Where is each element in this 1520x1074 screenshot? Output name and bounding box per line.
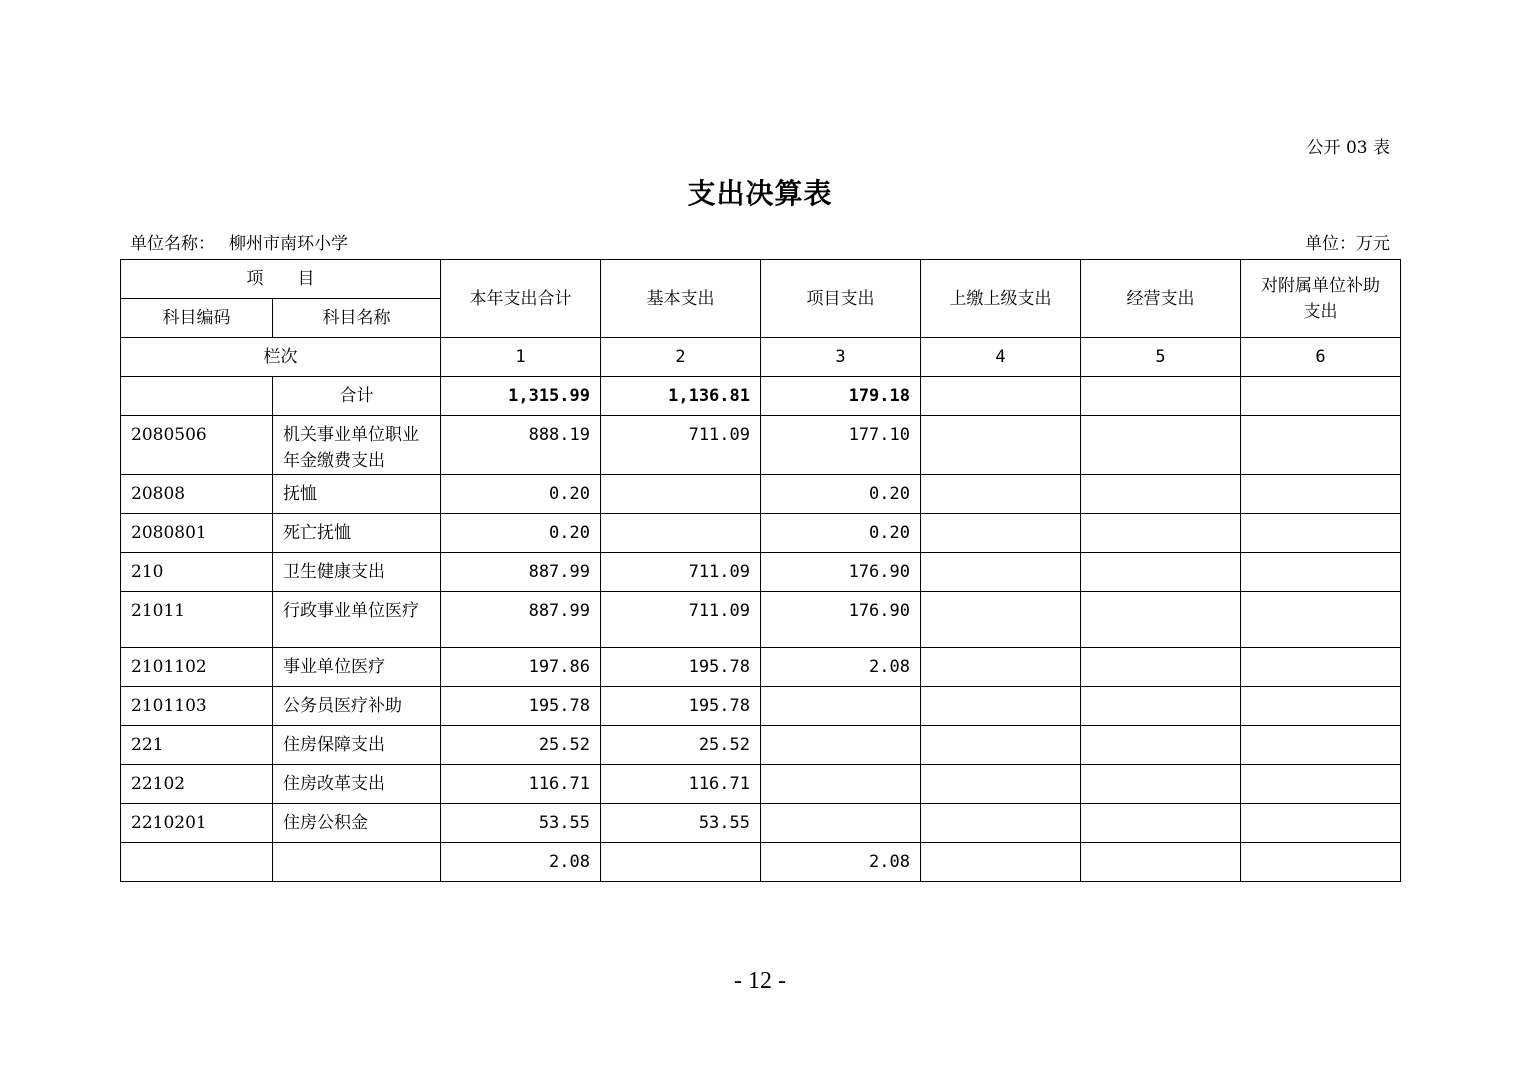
header-code: 科目编码 (121, 299, 273, 338)
page-number: - 12 - (734, 968, 786, 994)
cell-business (1081, 514, 1241, 553)
cell-total: 887.99 (441, 553, 601, 592)
cell-name: 事业单位医疗 (273, 648, 441, 687)
cell-code: 2210201 (121, 804, 273, 843)
cell-project: 2.08 (761, 843, 921, 882)
cell-upper (921, 475, 1081, 514)
cell-upper (921, 804, 1081, 843)
cell-business (1081, 553, 1241, 592)
total-total: 1,315.99 (441, 377, 601, 416)
cell-code: 210 (121, 553, 273, 592)
header-name: 科目名称 (273, 299, 441, 338)
cell-subsidy (1241, 475, 1401, 514)
table-row (121, 648, 1401, 687)
cell-project: 0.20 (761, 514, 921, 553)
cell-name: 抚恤 (273, 475, 441, 514)
cell-total: 0.20 (441, 475, 601, 514)
currency-unit: 单位：万元 (1305, 234, 1390, 254)
header-basic: 基本支出 (601, 260, 761, 338)
cell-code: 2101102 (121, 648, 273, 687)
cell-upper (921, 843, 1081, 882)
cell-name: 卫生健康支出 (273, 553, 441, 592)
table-row (121, 726, 1401, 765)
table-row (121, 514, 1401, 553)
total-upper (921, 377, 1081, 416)
cell-total: 0.20 (441, 514, 601, 553)
cell-subsidy (1241, 765, 1401, 804)
cell-total: 25.52 (441, 726, 601, 765)
expenditure-table (120, 259, 1401, 882)
cell-subsidy (1241, 514, 1401, 553)
cell-basic (601, 514, 761, 553)
cell-business (1081, 687, 1241, 726)
cell-business (1081, 592, 1241, 648)
cell-business (1081, 416, 1241, 475)
cell-basic (601, 843, 761, 882)
table-row (121, 475, 1401, 514)
cell-total: 887.99 (441, 592, 601, 648)
cell-name: 机关事业单位职业年金缴费支出 (273, 416, 441, 475)
cell-upper (921, 592, 1081, 648)
table-row (121, 804, 1401, 843)
cell-total: 116.71 (441, 765, 601, 804)
unit-name-value: 柳州市南环小学 (229, 234, 348, 254)
cell-upper (921, 726, 1081, 765)
cell-upper (921, 416, 1081, 475)
cell-project (761, 804, 921, 843)
cell-basic: 25.52 (601, 726, 761, 765)
cell-code: 22102 (121, 765, 273, 804)
cell-name: 行政事业单位医疗 (273, 592, 441, 648)
cell-project: 0.20 (761, 475, 921, 514)
cell-name: 死亡抚恤 (273, 514, 441, 553)
page-title: 支出决算表 (687, 177, 833, 210)
table-row (121, 416, 1401, 475)
header-row-1 (121, 260, 1401, 299)
total-name: 合计 (273, 377, 441, 416)
table-row (121, 687, 1401, 726)
cell-upper (921, 553, 1081, 592)
header-business: 经营支出 (1081, 260, 1241, 338)
cell-basic: 711.09 (601, 416, 761, 475)
cell-code: 2101103 (121, 687, 273, 726)
cell-subsidy (1241, 804, 1401, 843)
cell-total: 888.19 (441, 416, 601, 475)
cell-subsidy (1241, 726, 1401, 765)
cell-basic: 116.71 (601, 765, 761, 804)
cell-project (761, 687, 921, 726)
cell-business (1081, 648, 1241, 687)
header-total: 本年支出合计 (441, 260, 601, 338)
cell-name (273, 843, 441, 882)
col-index-6: 6 (1241, 338, 1401, 377)
form-code: 公开 03 表 (1306, 138, 1390, 158)
table-row (121, 765, 1401, 804)
cell-name: 住房保障支出 (273, 726, 441, 765)
cell-basic: 711.09 (601, 592, 761, 648)
column-index-row (121, 338, 1401, 377)
total-project: 179.18 (761, 377, 921, 416)
cell-project: 2.08 (761, 648, 921, 687)
col-index-5: 5 (1081, 338, 1241, 377)
cell-basic: 195.78 (601, 687, 761, 726)
cell-upper (921, 687, 1081, 726)
cell-upper (921, 765, 1081, 804)
table-body (121, 416, 1401, 882)
table-row (121, 592, 1401, 648)
cell-subsidy (1241, 553, 1401, 592)
header-row-index: 栏次 (121, 338, 441, 377)
header-subsidy: 对附属单位补助支出 (1241, 260, 1401, 338)
cell-business (1081, 765, 1241, 804)
total-code (121, 377, 273, 416)
cell-upper (921, 514, 1081, 553)
cell-code: 21011 (121, 592, 273, 648)
cell-name: 住房改革支出 (273, 765, 441, 804)
total-row (121, 377, 1401, 416)
cell-basic: 711.09 (601, 553, 761, 592)
cell-basic: 195.78 (601, 648, 761, 687)
unit-name-line (130, 229, 348, 254)
cell-total: 53.55 (441, 804, 601, 843)
cell-subsidy (1241, 687, 1401, 726)
cell-code: 221 (121, 726, 273, 765)
cell-project (761, 726, 921, 765)
table-row (121, 843, 1401, 882)
cell-code: 2080801 (121, 514, 273, 553)
col-index-2: 2 (601, 338, 761, 377)
cell-code: 20808 (121, 475, 273, 514)
cell-total: 197.86 (441, 648, 601, 687)
cell-project (761, 765, 921, 804)
col-index-4: 4 (921, 338, 1081, 377)
cell-project: 176.90 (761, 592, 921, 648)
unit-name-label: 单位名称： (130, 234, 215, 254)
col-index-3: 3 (761, 338, 921, 377)
cell-business (1081, 804, 1241, 843)
cell-business (1081, 475, 1241, 514)
cell-business (1081, 726, 1241, 765)
total-subsidy (1241, 377, 1401, 416)
total-business (1081, 377, 1241, 416)
cell-subsidy (1241, 843, 1401, 882)
col-index-1: 1 (441, 338, 601, 377)
cell-upper (921, 648, 1081, 687)
cell-total: 195.78 (441, 687, 601, 726)
cell-project: 176.90 (761, 553, 921, 592)
cell-project: 177.10 (761, 416, 921, 475)
cell-name: 住房公积金 (273, 804, 441, 843)
cell-code (121, 843, 273, 882)
cell-subsidy (1241, 592, 1401, 648)
cell-subsidy (1241, 648, 1401, 687)
header-item: 项 目 (121, 260, 441, 299)
cell-code: 2080506 (121, 416, 273, 475)
cell-total: 2.08 (441, 843, 601, 882)
cell-basic: 53.55 (601, 804, 761, 843)
cell-name: 公务员医疗补助 (273, 687, 441, 726)
cell-basic (601, 475, 761, 514)
header-upper: 上缴上级支出 (921, 260, 1081, 338)
table-row (121, 553, 1401, 592)
cell-business (1081, 843, 1241, 882)
cell-subsidy (1241, 416, 1401, 475)
total-basic: 1,136.81 (601, 377, 761, 416)
header-project: 项目支出 (761, 260, 921, 338)
